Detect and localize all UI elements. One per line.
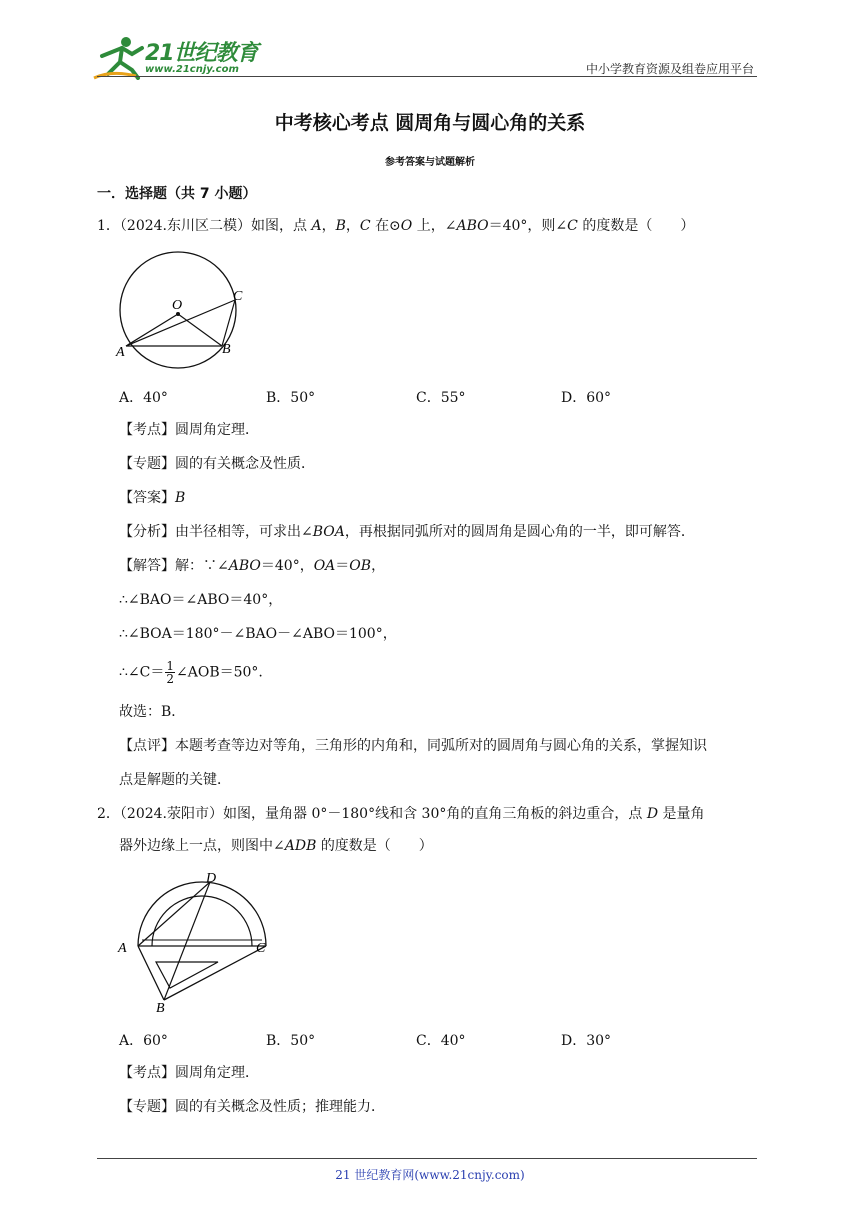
q2-option-c[interactable]: C．40° bbox=[416, 1033, 466, 1049]
q1-label-a: A bbox=[116, 345, 125, 360]
q2-zhuanti: 【专题】圆的有关概念及性质；推理能力． bbox=[119, 1099, 385, 1115]
q1-step-4: ∴∠C＝ $\frac{1}{2}$ ∠AOB＝50°. bbox=[119, 659, 263, 686]
q2-kaodian: 【考点】圆周角定理． bbox=[119, 1065, 259, 1081]
q1-step-3: ∴∠BOA＝180°－∠BAO－∠ABO＝100°， bbox=[119, 626, 397, 642]
q2-label-c: C bbox=[256, 941, 266, 956]
fraction-half: $\frac{1}{2}$ bbox=[166, 659, 174, 686]
footer-divider bbox=[97, 1158, 757, 1159]
q2-label-a: A bbox=[118, 941, 127, 956]
page-title: 中考核心考点 圆周角与圆心角的关系 bbox=[274, 112, 586, 134]
q2-option-b[interactable]: B．50° bbox=[266, 1033, 316, 1049]
page-subtitle: 参考答案与试题解析 bbox=[385, 157, 475, 168]
q1-kaodian: 【考点】圆周角定理． bbox=[119, 422, 259, 438]
q1-step-2: ∴∠BAO＝∠ABO＝40°， bbox=[119, 592, 283, 608]
q1-label-c: C bbox=[233, 289, 243, 304]
section-heading: 一．选择题（共 7 小题） bbox=[97, 186, 257, 202]
q1-option-d[interactable]: D．60° bbox=[561, 390, 612, 406]
q2-label-d: D bbox=[206, 871, 217, 886]
q1-jieda: 【解答】解：∵∠ABO＝40°，OA＝OB， bbox=[119, 558, 386, 574]
footer-link[interactable]: 21 世纪教育网(www.21cnjy.com) bbox=[335, 1168, 525, 1182]
q1-label-b: B bbox=[222, 342, 231, 357]
logo-url: www.21cnjy.com bbox=[145, 64, 239, 75]
q1-stem: 1．（2024.东川区二模）如图，点 A，B，C 在⊙O 上，∠ABO＝40°，则∠C 的度数是（ ） bbox=[97, 218, 695, 234]
q2-option-d[interactable]: D．30° bbox=[561, 1033, 612, 1049]
q1-option-a[interactable]: A．40° bbox=[119, 390, 168, 406]
q1-option-c[interactable]: C．55° bbox=[416, 390, 466, 406]
q1-answer: 【答案】B bbox=[119, 490, 186, 506]
q1-dianping-cont: 点是解题的关键． bbox=[119, 772, 231, 788]
q1-figure bbox=[112, 250, 252, 374]
q1-zhuanti: 【专题】圆的有关概念及性质． bbox=[119, 456, 315, 472]
q1-fenxi: 【分析】由半径相等，可求出∠BOA，再根据同弧所对的圆周角是圆心角的一半，即可解答． bbox=[119, 524, 695, 540]
q2-label-b: B bbox=[156, 1001, 165, 1015]
q2-option-a[interactable]: A．60° bbox=[119, 1033, 168, 1049]
q1-option-b[interactable]: B．50° bbox=[266, 390, 316, 406]
q1-xuan: 故选：B． bbox=[119, 704, 186, 720]
logo-text: 21世纪教育 bbox=[145, 41, 258, 66]
q2-figure bbox=[112, 870, 272, 1019]
q1-dianping: 【点评】本题考查等边对等角，三角形的内角和，同弧所对的圆周角与圆心角的关系，掌握知识 bbox=[119, 738, 707, 754]
header-divider bbox=[97, 76, 757, 77]
q1-label-o: O bbox=[172, 298, 183, 313]
q2-stem-line2: 器外边缘上一点，则图中∠ADB 的度数是（ ） bbox=[119, 838, 433, 854]
q2-stem-line1: 2．（2024.荥阳市）如图，量角器 0°－180°线和含 30°角的直角三角板的斜边重合，点 D 是量角 bbox=[97, 806, 705, 822]
header-platform-text: 中小学教育资源及组卷应用平台 bbox=[585, 62, 754, 76]
